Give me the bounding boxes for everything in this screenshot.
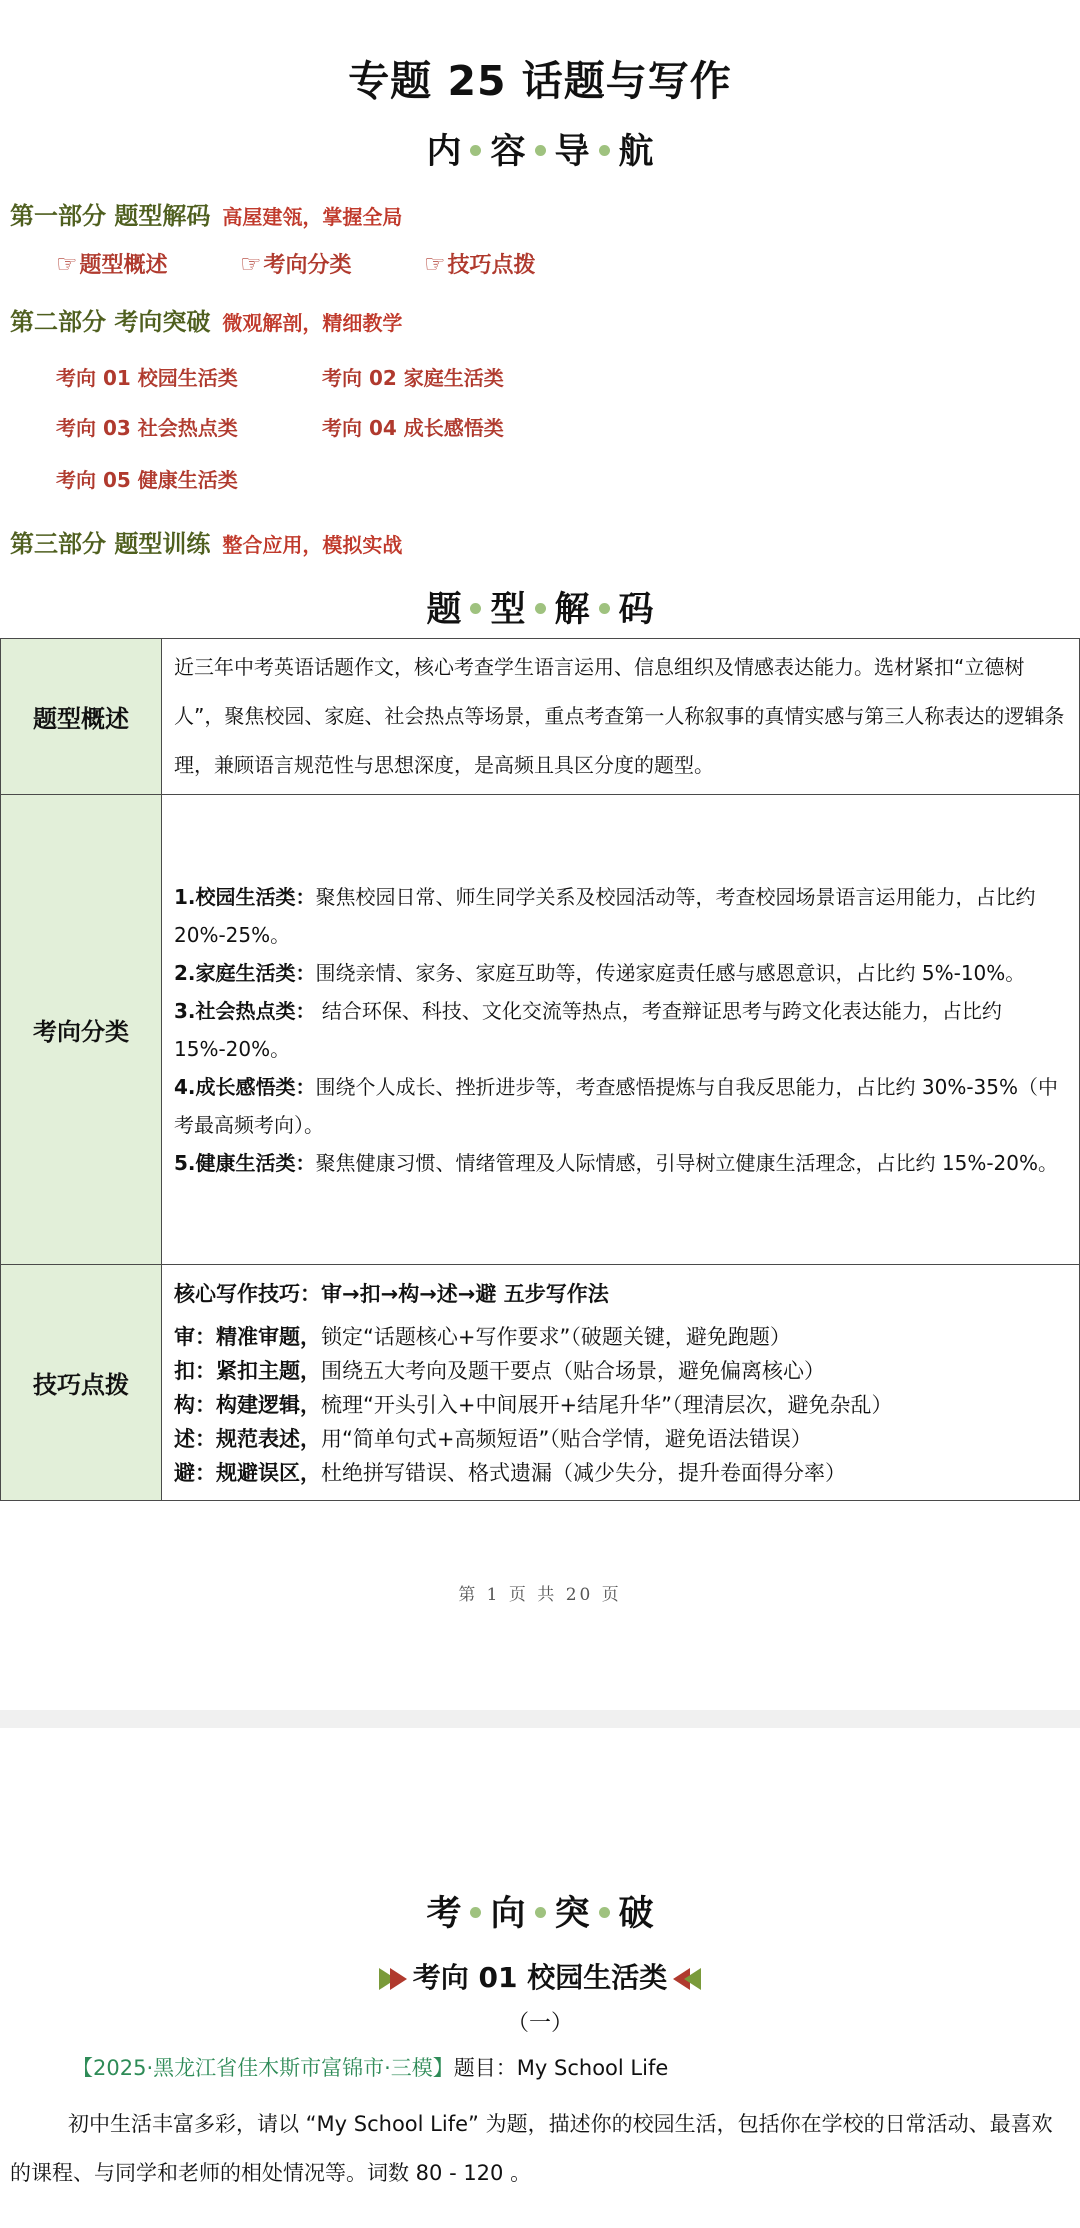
nav-heading-char: 容 — [490, 132, 526, 172]
nav-heading-char: 航 — [618, 132, 654, 172]
dot-separator — [470, 603, 481, 614]
kaoxiang-link-03[interactable]: 考向 03 社会热点类 — [56, 416, 238, 440]
dot-separator — [470, 1907, 481, 1918]
question-source — [72, 2052, 668, 2082]
decode-table — [0, 638, 1080, 1501]
decode-heading-char: 题 — [426, 590, 462, 630]
overview-label: 题型概述 — [1, 639, 162, 795]
nav-heading — [0, 124, 1080, 174]
category-name: 1.校园生活类： — [174, 884, 316, 909]
category-text: 聚焦健康习惯、情绪管理及人际情感，引导树立健康生活理念，占比约 15%-20%。 — [315, 1150, 1058, 1175]
category-name: 4.成长感悟类： — [174, 1074, 316, 1099]
kaoxiang-link-01[interactable]: 考向 01 校园生活类 — [56, 366, 238, 390]
skill-item — [174, 1354, 1069, 1388]
table-row-skills — [1, 1265, 1080, 1501]
breakthrough-heading-char: 向 — [490, 1894, 526, 1934]
category-text: 结合环保、科技、文化交流等热点，考查辩证思考与跨文化表达能力，占比约 15%-20%。 — [174, 998, 1002, 1061]
dot-separator — [535, 1907, 546, 1918]
skill-key: 扣：紧扣主题， — [174, 1358, 321, 1383]
kaoxiang-title-text: 考向 01 校园生活类 — [412, 1961, 668, 1994]
part-label: 第一部分 题型解码 — [10, 202, 211, 230]
pointing-hand-icon: ☞ — [240, 250, 262, 278]
tip-link-overview[interactable] — [56, 248, 168, 279]
nav-heading-char: 导 — [554, 132, 590, 172]
skill-text: 梳理“开头引入+中间展开+结尾升华”（理清层次，避免杂乱） — [321, 1392, 893, 1417]
arrow-right-icon — [390, 1968, 407, 1990]
category-text: 聚焦校园日常、师生同学关系及校园活动等，考查校园场景语言运用能力，占比约 20%-25%。 — [174, 884, 1036, 947]
dot-separator — [535, 603, 546, 614]
skill-text: 用“简单句式+高频短语”（贴合学情，避免语法错误） — [321, 1426, 812, 1451]
breakthrough-heading-char: 破 — [618, 1894, 654, 1934]
part-subtitle: 高屋建瓴，掌握全局 — [222, 205, 403, 229]
part-subtitle: 微观解剖，精细教学 — [222, 311, 403, 335]
page-number: 第 1 页 共 20 页 — [458, 1585, 622, 1605]
source-tag: 【2025·黑龙江省佳木斯市富锦市·三模】 — [72, 2056, 454, 2080]
nav-heading-char: 内 — [426, 132, 462, 172]
skill-label: 技巧点拨 — [1, 1265, 162, 1501]
category-list — [162, 795, 1080, 1265]
skill-key: 避：规避误区， — [174, 1460, 321, 1485]
skill-key: 述：规范表述， — [174, 1426, 321, 1451]
part-one — [10, 196, 402, 231]
decode-heading-char: 型 — [490, 590, 526, 630]
decode-heading-char: 码 — [618, 590, 654, 630]
kaoxiang-link-05[interactable]: 考向 05 健康生活类 — [56, 468, 238, 492]
kaoxiang-link-02[interactable]: 考向 02 家庭生活类 — [322, 366, 504, 390]
dot-separator — [599, 603, 610, 614]
skill-text: 杜绝拼写错误、格式遗漏（减少失分，提升卷面得分率） — [321, 1460, 846, 1485]
tip-link-skills[interactable] — [424, 248, 536, 279]
skill-list — [162, 1265, 1080, 1501]
skill-key: 审：精准审题， — [174, 1324, 321, 1349]
category-item — [174, 878, 1069, 954]
question-sequence: （一） — [506, 2011, 573, 2036]
kaoxiang-section-title — [0, 1956, 1080, 1996]
category-text: 围绕亲情、家务、家庭互助等，传递家庭责任感与感恩意识，占比约 5%-10%。 — [315, 960, 1026, 985]
dot-separator — [599, 1907, 610, 1918]
part-two — [10, 302, 402, 337]
skill-key: 构：构建逻辑， — [174, 1392, 321, 1417]
pointing-hand-icon: ☞ — [56, 250, 78, 278]
part-label: 第二部分 考向突破 — [10, 308, 211, 336]
overview-text — [162, 639, 1080, 795]
question-paragraph: 初中生活丰富多彩，请以 “My School Life” 为题，描述你的校园生活，包括你在学校的日常活动、最喜欢的课程、与同学和老师的相处情况等。词数 80 - 120 。 — [10, 2112, 1053, 2185]
part-three — [10, 524, 402, 559]
question-topic: 题目：My School Life — [453, 2056, 669, 2080]
category-text: 围绕个人成长、挫折进步等，考查感悟提炼与自我反思能力，占比约 30%-35%（中考最高频考向）。 — [174, 1074, 1058, 1137]
category-label: 考向分类 — [1, 795, 162, 1265]
dot-separator — [599, 145, 610, 156]
skill-item — [174, 1422, 1069, 1456]
kaoxiang-link-04[interactable]: 考向 04 成长感悟类 — [322, 416, 504, 440]
dot-separator — [535, 145, 546, 156]
part-subtitle: 整合应用，模拟实战 — [222, 533, 403, 557]
breakthrough-heading — [0, 1886, 1080, 1936]
tip-label: 题型概述 — [79, 253, 168, 278]
decode-heading-char: 解 — [554, 590, 590, 630]
skill-item — [174, 1456, 1069, 1490]
part-label: 第三部分 题型训练 — [10, 530, 211, 558]
page-separator — [0, 1710, 1080, 1728]
skill-item — [174, 1388, 1069, 1422]
table-row-overview — [1, 639, 1080, 795]
skill-item — [174, 1320, 1069, 1354]
tip-label: 技巧点拨 — [447, 253, 536, 278]
breakthrough-heading-char: 考 — [426, 1894, 462, 1934]
category-item — [174, 954, 1069, 992]
category-name: 3.社会热点类： — [174, 998, 316, 1023]
table-row-categories — [1, 795, 1080, 1265]
document-title: 专题 25 话题与写作 — [348, 57, 732, 105]
tip-link-category[interactable] — [240, 248, 352, 279]
breakthrough-heading-char: 突 — [554, 1894, 590, 1934]
pointing-hand-icon: ☞ — [424, 250, 446, 278]
arrow-left-icon — [684, 1968, 701, 1990]
category-name: 2.家庭生活类： — [174, 960, 316, 985]
category-item — [174, 992, 1069, 1068]
category-item — [174, 1144, 1069, 1182]
skill-text: 锁定“话题核心+写作要求”（破题关键，避免跑题） — [321, 1324, 791, 1349]
decode-heading — [0, 582, 1080, 632]
overview-paragraph: 近三年中考英语话题作文，核心考查学生语言运用、信息组织及情感表达能力。选材紧扣“立德树人”，聚焦校园、家庭、社会热点等场景，重点考查第一人称叙事的真情实感与第三人称表达的逻辑条理，兼顾语言规范性与思想深度，是高频且具区分度的题型。 — [174, 655, 1065, 777]
category-item — [174, 1068, 1069, 1144]
skill-heading: 核心写作技巧：审→扣→构→述→避 五步写作法 — [174, 1281, 609, 1306]
tip-label: 考向分类 — [263, 253, 352, 278]
dot-separator — [470, 145, 481, 156]
category-name: 5.健康生活类： — [174, 1150, 316, 1175]
skill-text: 围绕五大考向及题干要点（贴合场景，避免偏离核心） — [321, 1358, 825, 1383]
